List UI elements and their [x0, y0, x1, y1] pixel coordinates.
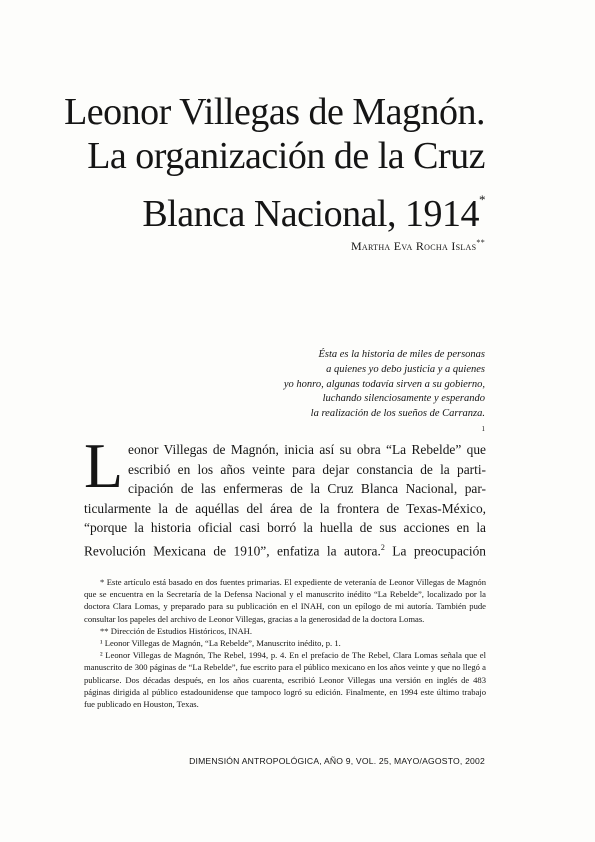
body-line: “porque la historia oficial casi borró la huella de sus acciones en la — [84, 520, 486, 536]
footnote-2: ² Leonor Villegas de Magnón, The Rebel, 1994, p. 4. En el prefacio de The Rebel, Clara Lomas señala que el manuscrito de 300 páginas de “La Rebelde”, fue escrito para el público mexicano en los años veinte y que no llegó a publicarse. Dos décadas después, en los años cuarenta, escribió Leonor Villegas una versión en inglés de 483 páginas dirigida al público estadounidense que tampoco logró su edición. Finalmente, en 1994 este último trabajo fue publicado en Houston, Texas. — [84, 650, 486, 710]
epigraph-line: Ésta es la historia de miles de personas — [318, 349, 485, 360]
author-footnote-mark[interactable]: ** — [476, 238, 485, 247]
journal-footer: DIMENSIÓN ANTROPOLÓGICA, AÑO 9, VOL. 25, MAYO/AGOSTO, 2002 — [189, 756, 485, 766]
body-line: ticularmente la de aquéllas del área de la frontera de Texas-México, — [84, 500, 486, 516]
title-line-2: La organización de la Cruz — [87, 135, 485, 177]
epigraph-line-text: la realización de los sueños de Carranza. — [310, 408, 485, 420]
body-line: escribió en los años veinte para dejar constancia de la parti- — [128, 461, 486, 477]
author-byline — [351, 238, 485, 254]
footnote-double-star: ** Dirección de Estudios Históricos, INAH. — [100, 625, 253, 636]
epigraph-line — [185, 407, 485, 441]
body-line-text: Revolución Mexicana de 1910”, enfatiza la autora. — [84, 543, 381, 559]
drop-cap: L — [84, 430, 124, 501]
body-line-tail: La preocupación — [392, 543, 486, 559]
epigraph-line: luchando silenciosamente y esperando — [322, 393, 485, 405]
title-line-3 — [25, 178, 485, 236]
footnote-star: * Este artículo está basado en dos fuentes primarias. El expediente de veteranía de Leonor Villegas de Magnón que se encuentra en la Secretaría de la Defensa Nacional y el manuscrito inédito “La Rebelde”, localizado por la doctora Clara Lomas, y preparado para su publicación en el INAH, con un epílogo de mi autoría. También pude consultar los papeles del archivo de Leonor Villegas, gracias a la generosidad de la doctora Lomas. — [84, 577, 486, 624]
title-footnote-mark[interactable]: * — [479, 192, 485, 207]
body-line — [84, 538, 486, 561]
article-title — [25, 90, 485, 236]
title-line-1: Leonor Villegas de Magnón. — [64, 91, 485, 133]
epigraph-line: yo honro, algunas todavía sirven a su gobierno, — [283, 378, 485, 390]
footnote-1: ¹ Leonor Villegas de Magnón, “La Rebelde”, Manuscrito inédito, p. 1. — [100, 638, 341, 649]
body-line: eonor Villegas de Magnón, inicia así su obra “La Rebelde” que — [128, 442, 486, 457]
body-footnote-ref[interactable]: 2 — [380, 542, 385, 552]
body-paragraph — [84, 440, 486, 561]
epigraph-footnote-ref[interactable]: 1 — [481, 424, 485, 433]
epigraph-line: a quienes yo debo justicia y a quienes — [326, 363, 485, 375]
epigraph — [185, 348, 485, 441]
title-line-3-text: Blanca Nacional, 1914 — [142, 193, 479, 235]
author-name: Martha Eva Rocha Islas — [350, 239, 477, 253]
footnotes — [84, 576, 486, 710]
body-line: cipación de las enfermeras de la Cruz Blanca Nacional, par- — [128, 481, 486, 497]
